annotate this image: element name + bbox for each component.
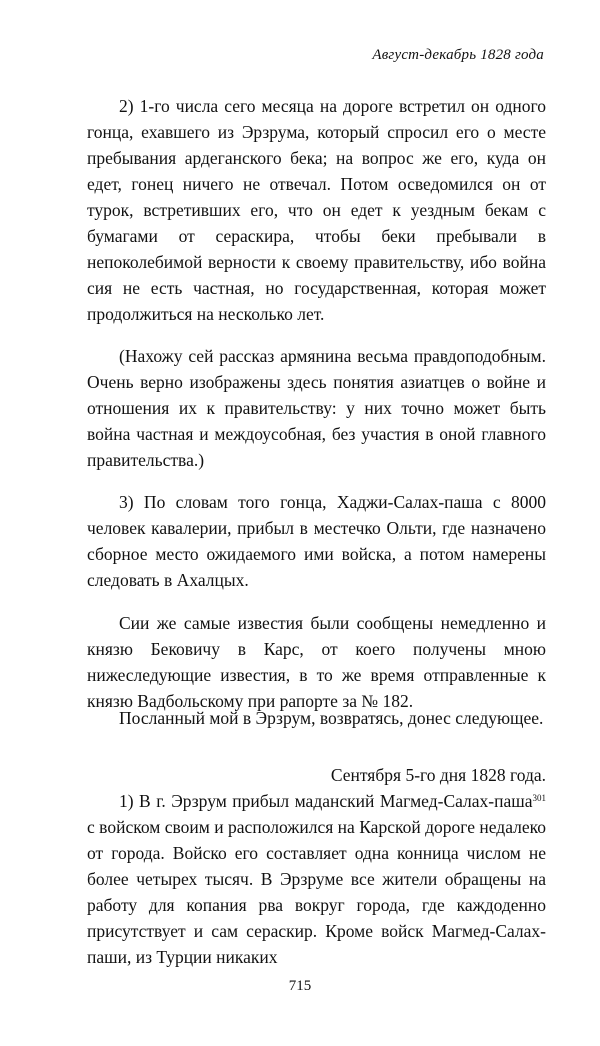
footnote-marker[interactable]: 301 <box>532 793 546 803</box>
paragraph-bekovich-news: Сии же самые известия были сообщены немедленно и князю Бековичу в Карс, от коего получены мною нижеследующие известия, в то же время отправленные к князю Вадбольскому при рапорте за № 182. <box>87 613 546 711</box>
paragraph-haji-salah-pasha: 3) По словам того гонца, Хаджи-Салах-паша с 8000 человек кавалерии, прибыл в местечко Ольти, где назначено сборное место ожидаемого ими войска, а потом намерены следовать в Ахалцых. <box>87 492 546 590</box>
running-header: Август-декабрь 1828 года <box>372 47 544 63</box>
paragraph-erzurum-arrival <box>87 788 546 970</box>
paragraph-erzurum-arrival-start: 1) В г. Эрзрум прибыл маданский Магмед-Салах-паша <box>119 791 533 811</box>
paragraph-commentary: (Нахожу сей рассказ армянина весьма правдоподобным. Очень верно изображены здесь понятия азиатцев о войне и отношения их к правительству: у них точно может быть война частная и междоусобная, без участия в оной главного правительства.) <box>87 346 546 470</box>
paragraph-erzurum-arrival-rest: с войском своим и расположился на Карской дороге недалеко от города. Войско его составляет одна конница числом не более четырех тысяч. В Эрзруме все жители обращены на работу для копания рва вокруг города, где каждоденно присутствует и сам сераскир. Кроме войск Магмед-Салах-паши, из Турции никаких <box>87 817 546 967</box>
dateline: Сентября 5-го дня 1828 года. <box>330 765 546 785</box>
page-number: 715 <box>288 978 312 994</box>
paragraph-courier-report: 2) 1-го числа сего месяца на дороге встретил он одного гонца, ехавшего из Эрзрума, который спросил его о месте пребывания ардеганского бека; на вопрос же его, куда он едет, гонец ничего не отвечал. Потом осведомился он от турок, встретивших его, что он едет к уездным бекам с бумагами от сераскира, чтобы беки пребывали в непоколебимой верности к своему правительству, ибо война сия не есть частная, но государственная, которая может продолжиться на несколько лет. <box>87 96 546 324</box>
paragraph-envoy-report: Посланный мой в Эрзрум, возвратясь, донес следующее. <box>119 708 544 728</box>
